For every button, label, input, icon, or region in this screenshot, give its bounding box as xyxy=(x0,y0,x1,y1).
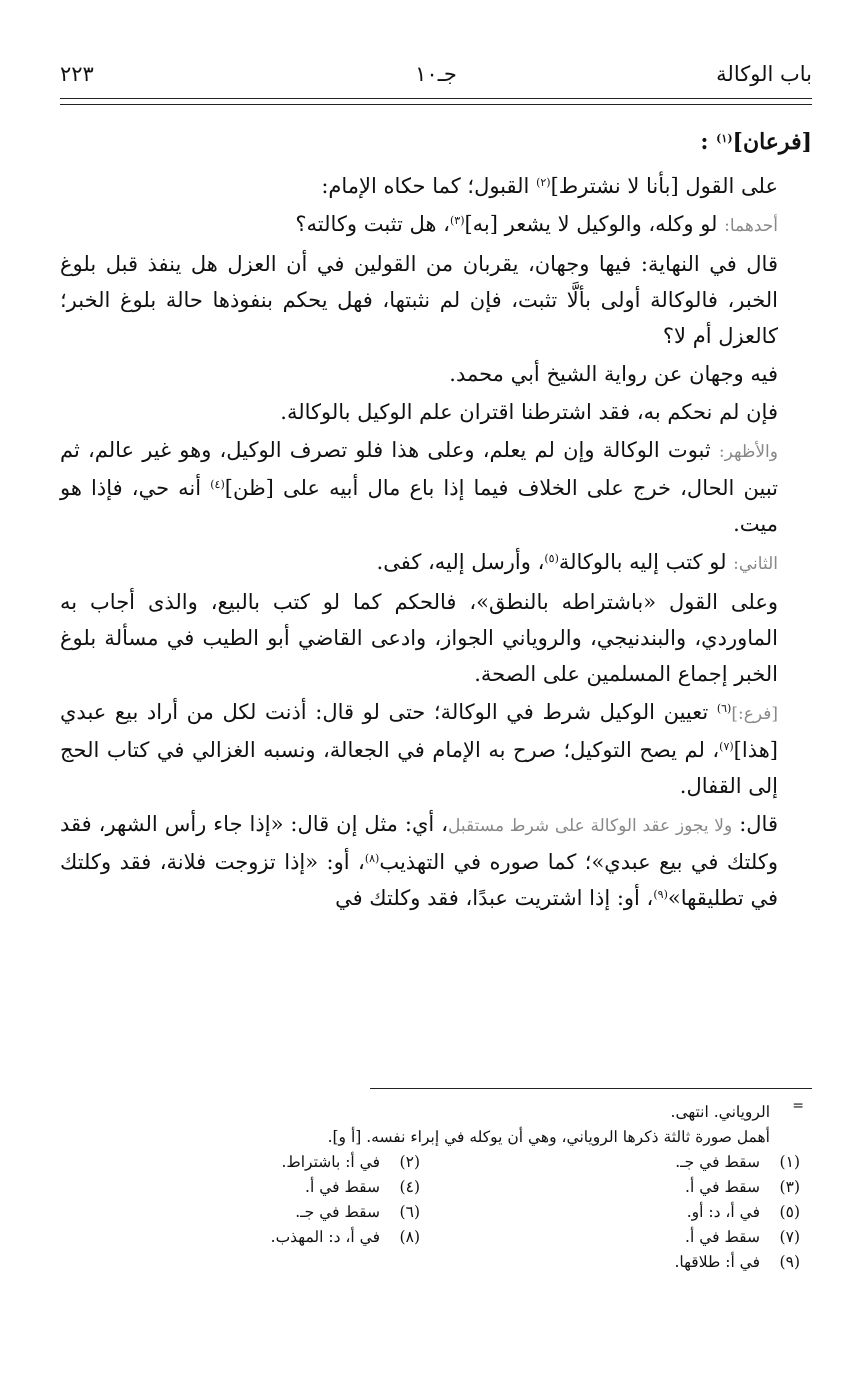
footnote-item xyxy=(60,1225,420,1250)
footnote-item xyxy=(440,1175,800,1200)
page-header xyxy=(60,58,812,92)
footnote-ref: (٨) xyxy=(364,852,380,865)
footnote-item xyxy=(440,1225,800,1250)
lead-word: الثاني: xyxy=(733,554,778,574)
footnote-grid xyxy=(60,1150,812,1275)
lead-word: والأظهر: xyxy=(718,442,778,462)
footnote-text: سقط في جـ. xyxy=(675,1153,760,1171)
text-span: ، أي: مثل إن قال: «إذا جاء رأس الشهر، فقد وكلتك في بيع عبدي»؛ كما صوره في التهذيب xyxy=(60,812,778,874)
footnote-ref: (٣) xyxy=(449,214,465,227)
paragraph xyxy=(60,694,812,804)
text-span: ، هل تثبت وكالته؟ xyxy=(295,212,450,236)
footnote-number: (٥) xyxy=(779,1203,800,1221)
header-rule xyxy=(60,98,812,99)
footnote-text: في أ، د: المهذب. xyxy=(270,1228,380,1246)
footnote-number: (٦) xyxy=(399,1203,420,1221)
footnote-text: سقط في جـ. xyxy=(295,1203,380,1221)
footnote-item xyxy=(440,1200,800,1225)
paragraph: فيه وجهان عن رواية الشيخ أبي محمد. xyxy=(449,362,778,386)
footnote-continuation-mark: = xyxy=(792,1098,804,1114)
text-span: ، وأرسل إليه، كفى. xyxy=(376,550,545,574)
footnote-rule xyxy=(370,1088,812,1089)
footnote-text: سقط في أ. xyxy=(685,1178,760,1196)
text-span: لو وكله، والوكيل لا يشعر [به] xyxy=(464,212,725,236)
volume-label: جـ١٠ xyxy=(415,62,457,86)
paragraph: قال في النهاية: فيها وجهان، يقربان من القولين في أن العزل هل ينفذ قبل بلوغ الخبر، فالوكالة أولى بألَّا تثبت، فإن لم نثبتها، فهل يحكم بنفوذها حالة بلوغ الخبر؛ كالعزل أم لا؟ xyxy=(60,252,778,348)
paragraph xyxy=(60,206,812,244)
footnote-number: (٣) xyxy=(779,1178,800,1196)
footnote-ref: (٤) xyxy=(210,478,225,491)
text-span: أنه حي، فإذا هو ميت. xyxy=(60,476,778,536)
paragraph: وعلى القول «باشتراطه بالنطق»، فالحكم كما لو كتب بالبيع، والذى أجاب به الماوردي، والبندنيجي، والروياني الجواز، وادعى القاضي أبو الطيب في مسألة بلوغ الخبر إجماع المسلمين على الصحة. xyxy=(60,590,778,686)
footnote-item xyxy=(60,1200,420,1225)
paragraph xyxy=(60,806,812,916)
header-rule-thin xyxy=(60,104,812,105)
document-page xyxy=(60,40,812,1340)
text-span: ، أو: «إذا تزوجت فلانة، فقد وكلتك في تطليقها» xyxy=(60,850,778,910)
heading-text: [فرعان] xyxy=(732,129,812,155)
footnote-ref: (٩) xyxy=(653,888,668,901)
main-text xyxy=(60,124,812,918)
lead-word: أحدهما: xyxy=(724,216,778,236)
lead-word: [فرع:] xyxy=(731,704,778,724)
paragraph xyxy=(60,432,812,542)
paragraph xyxy=(60,544,812,582)
section-title: باب الوكالة xyxy=(716,62,812,86)
text-span: القبول؛ كما حكاه الإمام: xyxy=(321,174,537,198)
page-number: ٢٢٣ xyxy=(60,62,94,86)
section-heading xyxy=(60,124,812,160)
footnote-number: (٩) xyxy=(779,1253,800,1271)
text-span: قال: xyxy=(732,812,778,836)
footnote-number: (٨) xyxy=(399,1228,420,1246)
text-span: على القول [بأنا لا نشترط] xyxy=(550,174,778,198)
text-span: تعيين الوكيل شرط في الوكالة؛ حتى لو قال: أذنت لكل من أراد بيع عبدي [هذا] xyxy=(60,700,778,762)
footnote-line: الروياني. انتهى. xyxy=(670,1103,770,1121)
footnote-ref: (٢) xyxy=(536,176,551,189)
text-span: ، لم يصح التوكيل؛ صرح به الإمام في الجعالة، ونسبه الغزالي في كتاب الحج إلى القفال. xyxy=(60,738,778,798)
footnote-ref: (٥) xyxy=(544,552,559,565)
footnotes xyxy=(60,1100,812,1275)
paragraph: فإن لم نحكم به، فقد اشترطنا اقتران علم الوكيل بالوكالة. xyxy=(280,400,778,424)
footnote-ref: (٧) xyxy=(719,740,734,753)
footnote-number: (٧) xyxy=(779,1228,800,1246)
footnote-text: في أ: طلاقها. xyxy=(674,1253,760,1271)
text-span: ثبوت الوكالة وإن لم يعلم، وعلى هذا فلو تصرف الوكيل، وهو غير عالم، ثم تبين الحال، خرج على الخلاف فيما إذا باع مال أبيه على [ظن] xyxy=(60,438,779,500)
matn-quote: ولا يجوز عقد الوكالة على شرط مستقبل xyxy=(448,816,733,836)
footnote-ref: (٦) xyxy=(716,702,732,715)
text-span: ، أو: إذا اشتريت عبدًا، فقد وكلتك في xyxy=(335,886,654,910)
footnote-item xyxy=(440,1150,800,1175)
footnote-number: (٤) xyxy=(399,1178,420,1196)
footnote-ref: (١) xyxy=(716,132,733,145)
footnote-item xyxy=(60,1150,420,1175)
footnote-line: أهمل صورة ثالثة ذكرها الروياني، وهي أن يوكله في إبراء نفسه. [أ و]. xyxy=(327,1128,770,1146)
footnote-item xyxy=(440,1250,800,1275)
footnote-text: سقط في أ. xyxy=(685,1228,760,1246)
text-span: لو كتب إليه بالوكالة xyxy=(558,550,734,574)
footnote-text: في أ: باشتراط. xyxy=(281,1153,380,1171)
footnote-number: (١) xyxy=(779,1153,800,1171)
paragraph xyxy=(60,168,812,204)
footnote-text: سقط في أ. xyxy=(305,1178,380,1196)
footnote-number: (٢) xyxy=(399,1153,420,1171)
footnote-item xyxy=(60,1175,420,1200)
footnote-text: في أ، د: أو. xyxy=(686,1203,760,1221)
heading-colon: : xyxy=(700,129,709,155)
